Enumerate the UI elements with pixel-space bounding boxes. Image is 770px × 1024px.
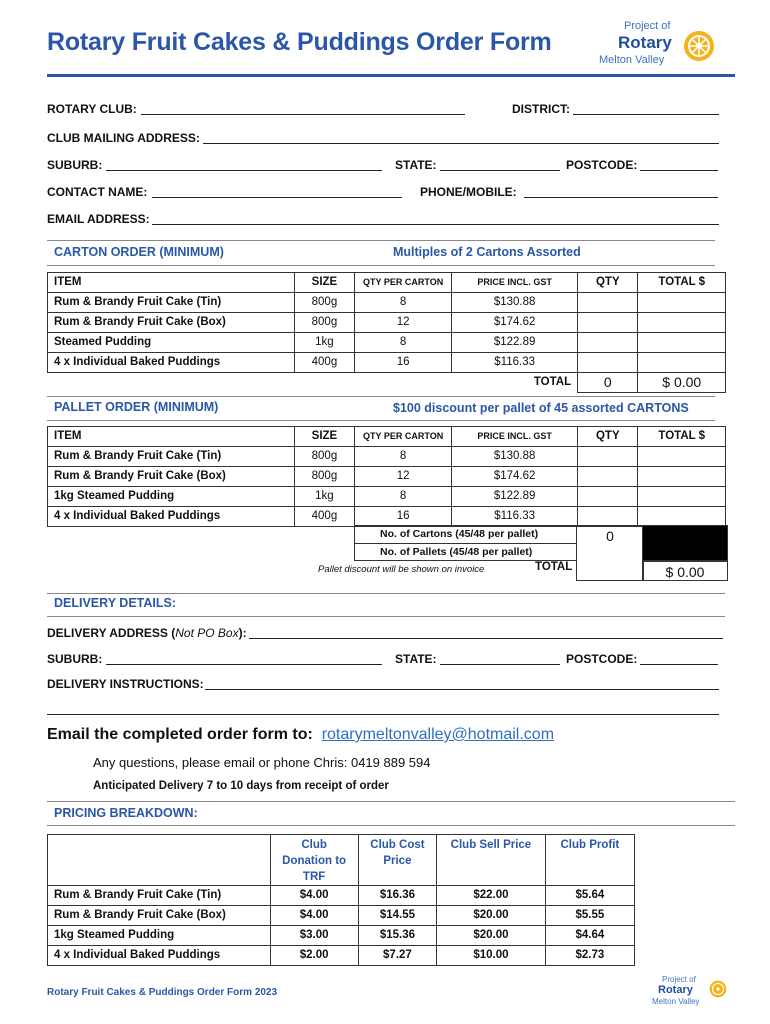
state-label: STATE: xyxy=(395,158,437,172)
delivery-suburb-field[interactable] xyxy=(106,652,382,665)
delivery-postcode-field[interactable] xyxy=(640,652,718,665)
table-row xyxy=(48,946,635,966)
col-header: TOTAL $ xyxy=(638,273,726,293)
table-row xyxy=(48,906,635,926)
delivery-state-field[interactable] xyxy=(440,652,560,665)
header-divider xyxy=(47,74,735,77)
cartons-label: No. of Cartons (45/48 per pallet) xyxy=(355,526,577,544)
email-link[interactable]: rotarymeltonvalley@hotmail.com xyxy=(321,726,555,743)
item-cell: 1kg Steamed Pudding xyxy=(48,926,271,946)
col-header: PRICE INCL. GST xyxy=(452,273,578,293)
donation-cell: $2.00 xyxy=(270,946,358,966)
col-header: PRICE INCL. GST xyxy=(452,427,578,447)
item-cell: Rum & Brandy Fruit Cake (Tin) xyxy=(48,293,295,313)
total-cell xyxy=(638,353,726,373)
footer-logo-line2: Rotary xyxy=(658,984,693,996)
qty-per-cell: 16 xyxy=(355,507,452,527)
district-label: DISTRICT: xyxy=(512,102,570,116)
col-header: ITEM xyxy=(48,427,295,447)
pricing-table xyxy=(47,834,635,966)
col-header: SIZE xyxy=(294,427,354,447)
postcode-field[interactable] xyxy=(640,158,718,171)
total-cell xyxy=(638,467,726,487)
sell-cell: $20.00 xyxy=(437,926,546,946)
col-header: TOTAL $ xyxy=(638,427,726,447)
size-cell: 800g xyxy=(294,467,354,487)
item-cell: Steamed Pudding xyxy=(48,333,295,353)
profit-cell: $5.64 xyxy=(545,886,634,906)
email-prompt: Email the completed order form to: xyxy=(47,726,313,743)
size-cell: 800g xyxy=(294,313,354,333)
pallet-blackout xyxy=(642,525,728,562)
carton-heading: CARTON ORDER (MINIMUM) xyxy=(54,245,224,259)
suburb-field[interactable] xyxy=(106,158,382,171)
profit-cell: $2.73 xyxy=(545,946,634,966)
table-row xyxy=(48,926,635,946)
section-divider xyxy=(47,801,735,802)
item-cell: 1kg Steamed Pudding xyxy=(48,487,295,507)
rotary-wheel-icon xyxy=(681,28,717,64)
district-field[interactable] xyxy=(573,102,719,115)
section-divider xyxy=(47,265,715,266)
logo-line3: Melton Valley xyxy=(599,54,665,66)
discount-note: Pallet discount will be shown on invoice xyxy=(318,564,485,575)
section-divider xyxy=(47,593,725,594)
price-cell: $122.89 xyxy=(452,333,578,353)
phone-label: PHONE/MOBILE: xyxy=(420,185,517,199)
size-cell: 800g xyxy=(294,447,354,467)
total-cell xyxy=(638,507,726,527)
email-label: EMAIL ADDRESS: xyxy=(47,212,150,226)
price-cell: $116.33 xyxy=(452,507,578,527)
qty-per-cell: 8 xyxy=(355,487,452,507)
pallet-note: $100 discount per pallet of 45 assorted CARTONS xyxy=(393,401,689,415)
item-cell: 4 x Individual Baked Puddings xyxy=(48,507,295,527)
delivery-postcode-label: POSTCODE: xyxy=(566,652,638,666)
donation-cell: $4.00 xyxy=(270,906,358,926)
qty-input[interactable] xyxy=(578,313,638,333)
item-cell: Rum & Brandy Fruit Cake (Tin) xyxy=(48,886,271,906)
contact-name-label: CONTACT NAME: xyxy=(47,185,148,199)
donation-cell: $4.00 xyxy=(270,886,358,906)
qty-per-cell: 12 xyxy=(355,467,452,487)
carton-table xyxy=(47,272,726,393)
total-cell xyxy=(638,447,726,467)
delivery-suburb-label: SUBURB: xyxy=(47,652,103,666)
footer-logo-line1: Project of xyxy=(662,975,696,984)
pallet-summary-labels xyxy=(354,525,577,561)
qty-input[interactable] xyxy=(578,467,638,487)
size-cell: 1kg xyxy=(294,487,354,507)
table-row xyxy=(48,507,726,527)
rotary-wheel-icon xyxy=(708,979,728,999)
section-divider xyxy=(47,396,715,397)
price-cell: $116.33 xyxy=(452,353,578,373)
rotary-logo xyxy=(596,20,720,70)
page-title: Rotary Fruit Cakes & Puddings Order Form xyxy=(47,28,552,56)
qty-input[interactable] xyxy=(578,507,638,527)
price-cell: $122.89 xyxy=(452,487,578,507)
total-amount: $ 0.00 xyxy=(638,373,726,393)
delivery-state-label: STATE: xyxy=(395,652,437,666)
footer-text: Rotary Fruit Cakes & Puddings Order Form 2023 xyxy=(47,987,278,998)
pricing-heading: PRICING BREAKDOWN: xyxy=(54,806,198,820)
cost-cell: $14.55 xyxy=(358,906,436,926)
col-header: Club Cost Price xyxy=(358,835,436,886)
total-row xyxy=(48,373,726,393)
contact-name-field[interactable] xyxy=(152,185,402,198)
item-cell: Rum & Brandy Fruit Cake (Box) xyxy=(48,467,295,487)
rotary-club-field[interactable] xyxy=(141,102,465,115)
rotary-club-label: ROTARY CLUB: xyxy=(47,102,137,116)
suburb-label: SUBURB: xyxy=(47,158,103,172)
phone-field[interactable] xyxy=(524,185,718,198)
table-header-row xyxy=(48,273,726,293)
delivery-instructions-field-2[interactable] xyxy=(47,702,719,715)
table-row xyxy=(48,487,726,507)
delivery-instructions-field[interactable] xyxy=(205,677,719,690)
cost-cell: $16.36 xyxy=(358,886,436,906)
total-cell xyxy=(638,487,726,507)
qty-input[interactable] xyxy=(578,447,638,467)
qty-input[interactable] xyxy=(578,333,638,353)
qty-per-cell: 16 xyxy=(355,353,452,373)
pallets-label: No. of Pallets (45/48 per pallet) xyxy=(380,546,533,558)
col-header: QTY PER CARTON xyxy=(355,427,452,447)
sell-cell: $22.00 xyxy=(437,886,546,906)
size-cell: 1kg xyxy=(294,333,354,353)
size-cell: 400g xyxy=(294,353,354,373)
table-header-row xyxy=(48,835,635,886)
col-header: ITEM xyxy=(48,273,295,293)
item-cell: 4 x Individual Baked Puddings xyxy=(48,946,271,966)
section-divider xyxy=(47,240,715,241)
cost-cell: $15.36 xyxy=(358,926,436,946)
email-instruction xyxy=(47,726,554,744)
table-row xyxy=(48,353,726,373)
col-header: QTY xyxy=(578,273,638,293)
qty-input[interactable] xyxy=(578,353,638,373)
table-row xyxy=(48,293,726,313)
delivery-heading: DELIVERY DETAILS: xyxy=(54,596,177,610)
item-cell: Rum & Brandy Fruit Cake (Box) xyxy=(48,313,295,333)
total-label: TOTAL xyxy=(533,376,572,389)
qty-input[interactable] xyxy=(578,293,638,313)
total-cell xyxy=(638,333,726,353)
col-header: SIZE xyxy=(294,273,354,293)
item-cell: 4 x Individual Baked Puddings xyxy=(48,353,295,373)
profit-cell: $5.55 xyxy=(545,906,634,926)
size-cell: 800g xyxy=(294,293,354,313)
pallet-total-label: TOTAL xyxy=(535,561,573,573)
col-header: Club Sell Price xyxy=(437,835,546,886)
price-cell: $130.88 xyxy=(452,293,578,313)
table-row xyxy=(48,333,726,353)
email-field[interactable] xyxy=(152,212,719,225)
item-cell: Rum & Brandy Fruit Cake (Box) xyxy=(48,906,271,926)
pallet-heading: PALLET ORDER (MINIMUM) xyxy=(54,400,219,414)
col-header: Club Donation to TRF xyxy=(270,835,358,886)
mailing-address-label: CLUB MAILING ADDRESS: xyxy=(47,131,200,145)
price-cell: $174.62 xyxy=(452,313,578,333)
table-row xyxy=(48,886,635,906)
cost-cell: $7.27 xyxy=(358,946,436,966)
sell-cell: $10.00 xyxy=(437,946,546,966)
table-row xyxy=(48,467,726,487)
price-cell: $130.88 xyxy=(452,447,578,467)
price-cell: $174.62 xyxy=(452,467,578,487)
qty-per-cell: 12 xyxy=(355,313,452,333)
table-header-row xyxy=(48,427,726,447)
footer-logo xyxy=(652,975,732,1009)
total-cell xyxy=(638,293,726,313)
table-row xyxy=(48,313,726,333)
logo-line2: Rotary xyxy=(618,33,672,52)
delivery-instructions-label: DELIVERY INSTRUCTIONS: xyxy=(47,677,204,691)
logo-line1: Project of xyxy=(624,20,671,32)
size-cell: 400g xyxy=(294,507,354,527)
col-header: Club Profit xyxy=(545,835,634,886)
footer-logo-line3: Melton Valley xyxy=(652,997,700,1006)
pallet-table xyxy=(47,426,726,527)
delivery-time-text: Anticipated Delivery 7 to 10 days from receipt of order xyxy=(93,780,389,792)
cartons-count: 0 xyxy=(576,525,644,581)
item-cell: Rum & Brandy Fruit Cake (Tin) xyxy=(48,447,295,467)
questions-text: Any questions, please email or phone Chris: 0419 889 594 xyxy=(93,755,431,770)
col-header: QTY PER CARTON xyxy=(355,273,452,293)
qty-input[interactable] xyxy=(578,487,638,507)
profit-cell: $4.64 xyxy=(545,926,634,946)
state-field[interactable] xyxy=(440,158,560,171)
sell-cell: $20.00 xyxy=(437,906,546,926)
total-cell xyxy=(638,313,726,333)
mailing-address-field[interactable] xyxy=(203,131,719,144)
carton-note: Multiples of 2 Cartons Assorted xyxy=(393,245,581,259)
delivery-address-field[interactable] xyxy=(249,626,723,639)
col-header: QTY xyxy=(578,427,638,447)
section-divider xyxy=(47,616,725,617)
section-divider xyxy=(47,420,715,421)
qty-per-cell: 8 xyxy=(355,447,452,467)
section-divider xyxy=(47,825,735,826)
total-qty: 0 xyxy=(578,373,638,393)
qty-per-cell: 8 xyxy=(355,293,452,313)
table-row xyxy=(48,447,726,467)
delivery-address-label: DELIVERY ADDRESS (Not PO Box): xyxy=(47,626,247,640)
pallet-total-amount: $ 0.00 xyxy=(642,560,728,581)
postcode-label: POSTCODE: xyxy=(566,158,638,172)
donation-cell: $3.00 xyxy=(270,926,358,946)
qty-per-cell: 8 xyxy=(355,333,452,353)
